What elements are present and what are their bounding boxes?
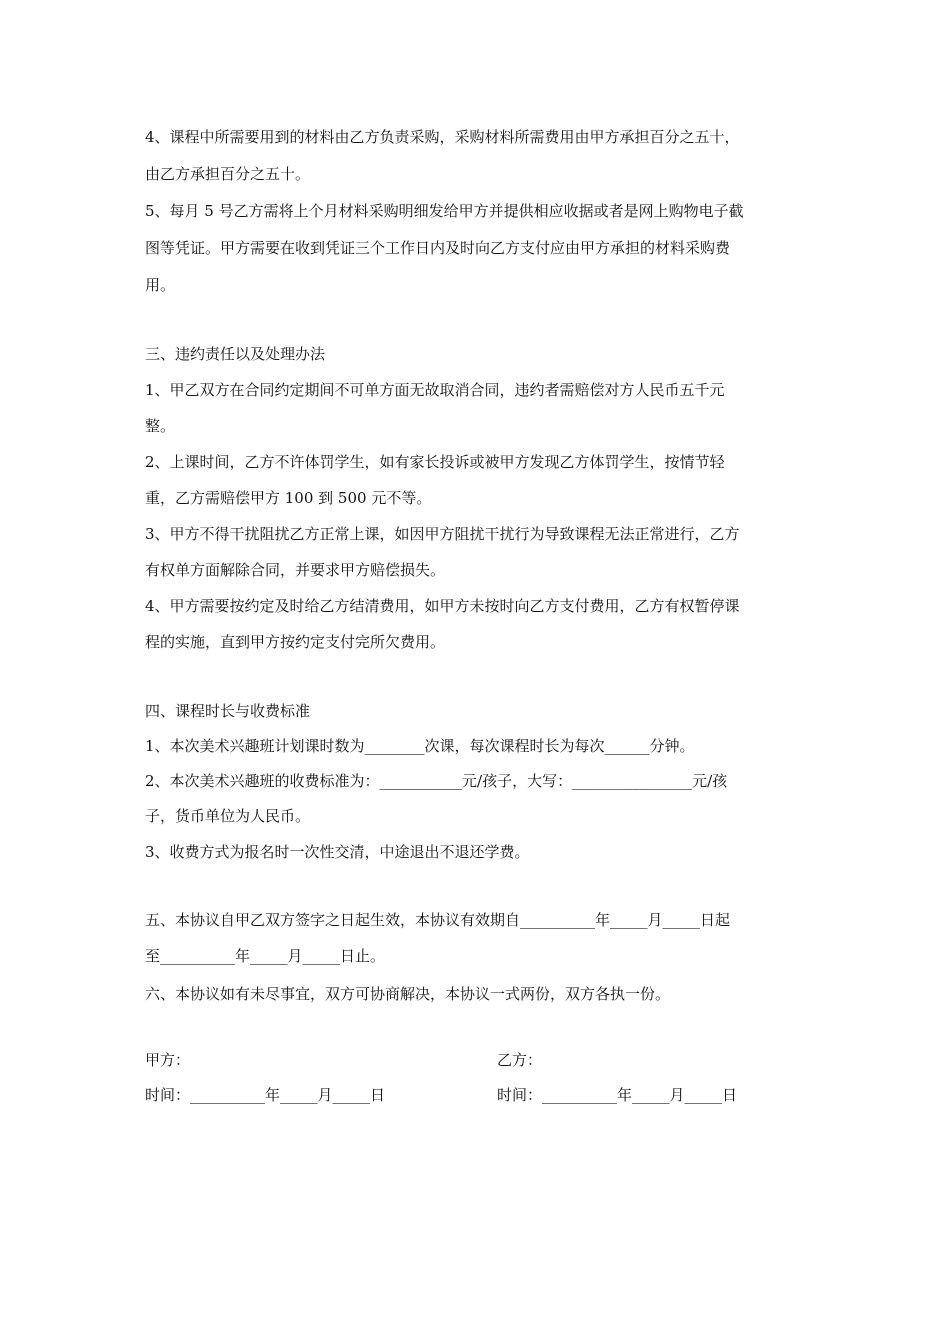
section5-line1: 五、本协议自甲乙双方签字之日起生效，本协议有效期自__________年_____月_____日起 (145, 911, 731, 929)
section2-item5-line3: 用。 (145, 276, 176, 294)
section3-item4-line1: 4、甲方需要按约定及时给乙方结清费用，如甲方未按时向乙方支付费用，乙方有权暂停课 (145, 597, 740, 615)
section3-item1-line2: 整。 (145, 417, 176, 435)
section4-item2-line2: 子，货币单位为人民币。 (145, 807, 311, 825)
section3-item2-line1: 2、上课时间，乙方不许体罚学生，如有家长投诉或被甲方发现乙方体罚学生，按情节轻 (145, 453, 725, 471)
section4-item1: 1、本次美术兴趣班计划课时数为________次课，每次课程时长为每次______分钟。 (145, 737, 695, 755)
party-a-date: 时间：__________年_____月_____日 (145, 1086, 386, 1104)
party-b-label: 乙方： (497, 1051, 543, 1069)
section3-item3-line2: 有权单方面解除合同，并要求甲方赔偿损失。 (145, 561, 446, 579)
section2-item4-line2: 由乙方承担百分之五十。 (145, 165, 311, 183)
section3-item2-line2: 重，乙方需赔偿甲方 100 到 500 元不等。 (145, 489, 432, 507)
section2-item5-line1: 5、每月 5 号乙方需将上个月材料采购明细发给甲方并提供相应收据或者是网上购物电子截 (145, 202, 744, 220)
section4-item2-line1: 2、本次美术兴趣班的收费标准为：___________元/孩子，大写：________________元/孩 (145, 772, 728, 790)
section3-item1-line1: 1、甲乙双方在合同约定期间不可单方面无故取消合同，违约者需赔偿对方人民币五千元 (145, 381, 725, 399)
section6-line1: 六、本协议如有未尽事宜，双方可协商解决，本协议一式两份，双方各执一份。 (145, 985, 671, 1003)
section3-item4-line2: 程的实施，直到甲方按约定支付完所欠费用。 (145, 633, 446, 651)
party-a-label: 甲方： (145, 1051, 191, 1069)
section5-line2: 至__________年_____月_____日止。 (145, 947, 386, 965)
section4-item3: 3、收费方式为报名时一次性交清，中途退出不退还学费。 (145, 843, 530, 861)
section2-item5-line2: 图等凭证。甲方需要在收到凭证三个工作日内及时向乙方支付应由甲方承担的材料采购费 (145, 239, 731, 257)
section4-heading: 四、课程时长与收费标准 (145, 702, 311, 720)
section3-item3-line1: 3、甲方不得干扰阻扰乙方正常上课，如因甲方阻扰干扰行为导致课程无法正常进行，乙方 (145, 525, 740, 543)
section3-heading: 三、违约责任以及处理办法 (145, 345, 326, 363)
party-b-date: 时间：__________年_____月_____日 (497, 1086, 738, 1104)
section2-item4-line1: 4、课程中所需要用到的材料由乙方负责采购，采购材料所需费用由甲方承担百分之五十， (145, 128, 740, 146)
